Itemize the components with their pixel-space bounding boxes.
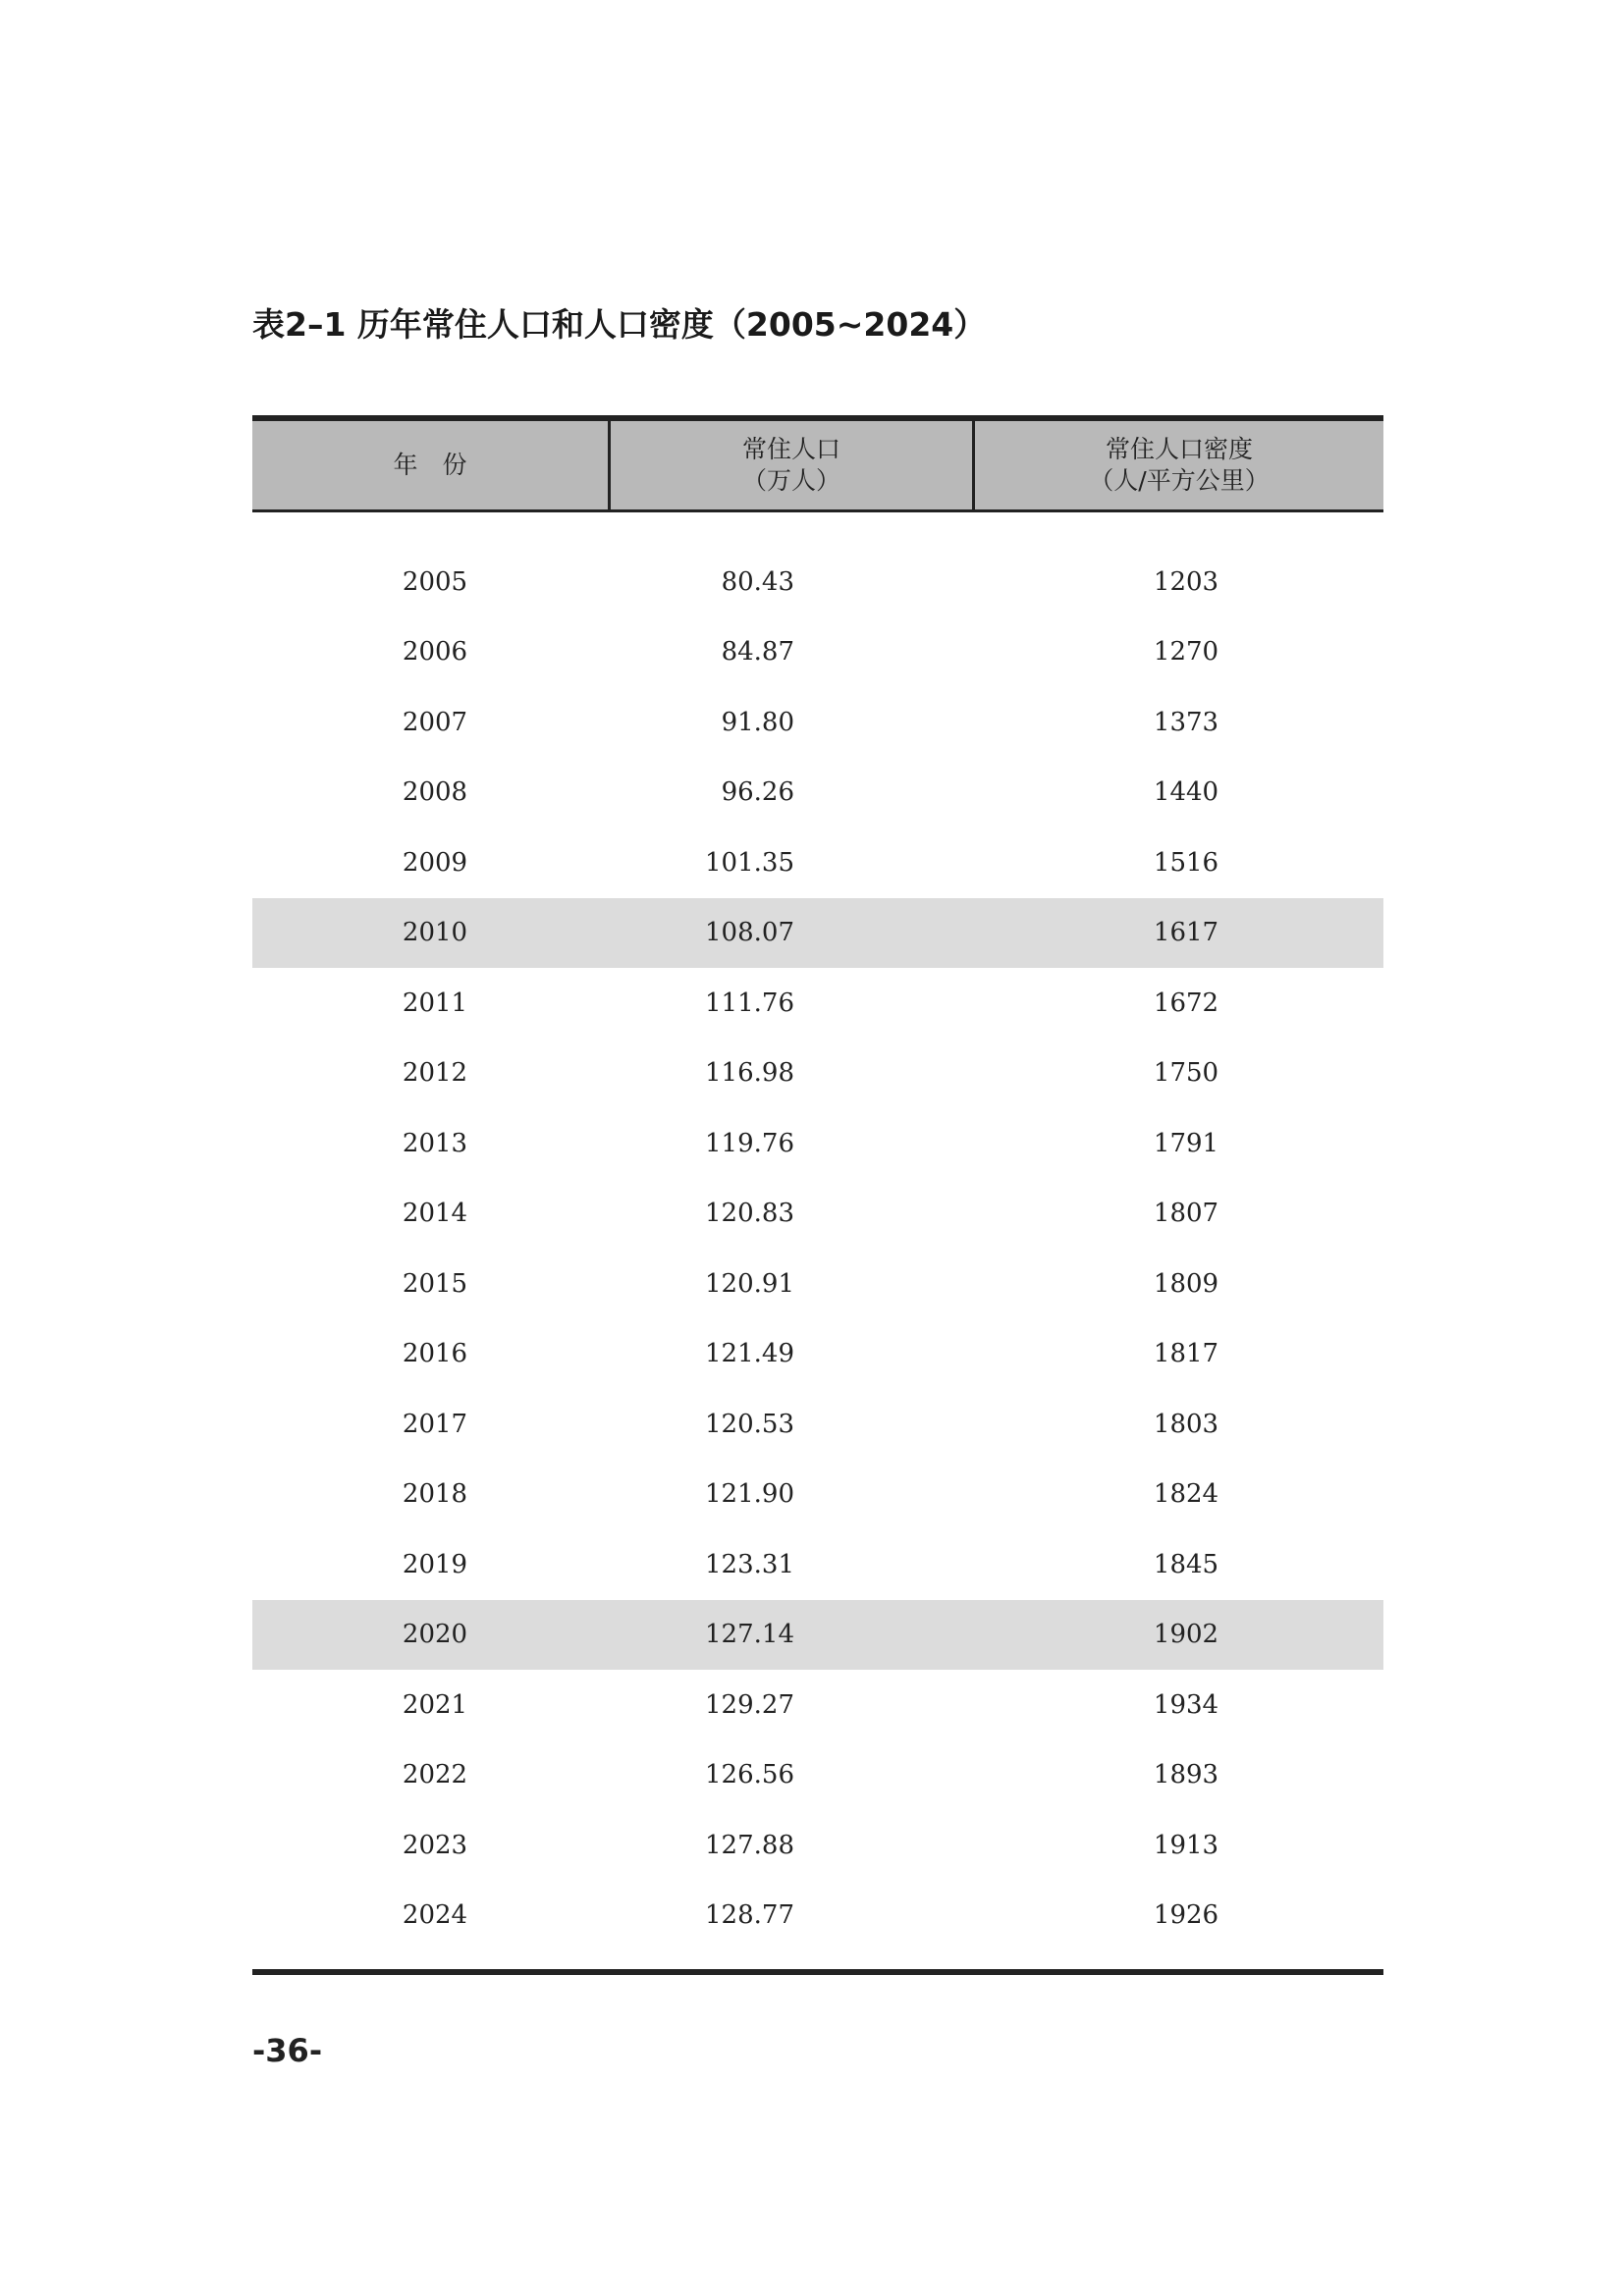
cell-population: 101.35 bbox=[705, 847, 794, 878]
cell-population: 128.77 bbox=[705, 1900, 794, 1931]
table-row-shaded bbox=[252, 1600, 1383, 1671]
cell-population: 84.87 bbox=[721, 637, 794, 667]
cell-population: 80.43 bbox=[721, 566, 794, 597]
cell-year: 2021 bbox=[402, 1689, 468, 1720]
cell-density: 1902 bbox=[1153, 1620, 1219, 1650]
population-table bbox=[252, 415, 1383, 1950]
table-row bbox=[252, 617, 1383, 688]
cell-year: 2017 bbox=[402, 1409, 468, 1439]
table-row bbox=[252, 1460, 1383, 1530]
cell-population: 121.90 bbox=[705, 1479, 794, 1510]
cell-year: 2014 bbox=[402, 1199, 468, 1229]
cell-population: 108.07 bbox=[705, 918, 794, 948]
cell-population: 120.53 bbox=[705, 1409, 794, 1439]
cell-population: 96.26 bbox=[721, 777, 794, 808]
cell-year: 2010 bbox=[402, 918, 468, 948]
header-density-label: 常住人口密度 bbox=[1105, 435, 1253, 463]
header-density-unit: （人/平方公里） bbox=[1089, 466, 1270, 495]
cell-density: 1817 bbox=[1153, 1339, 1219, 1369]
cell-year: 2005 bbox=[402, 566, 468, 597]
cell-density: 1270 bbox=[1153, 637, 1219, 667]
cell-year: 2016 bbox=[402, 1339, 468, 1369]
table-title: 表2–1 历年常住人口和人口密度（2005~2024） bbox=[252, 305, 987, 344]
cell-year: 2007 bbox=[402, 707, 468, 737]
cell-population: 121.49 bbox=[705, 1339, 794, 1369]
table-row bbox=[252, 687, 1383, 758]
cell-year: 2024 bbox=[402, 1900, 468, 1931]
cell-density: 1516 bbox=[1153, 847, 1219, 878]
cell-population: 126.56 bbox=[705, 1760, 794, 1790]
table-row bbox=[252, 828, 1383, 898]
table-row bbox=[252, 1319, 1383, 1390]
cell-density: 1791 bbox=[1153, 1128, 1219, 1158]
cell-density: 1807 bbox=[1153, 1199, 1219, 1229]
header-population-unit: （万人） bbox=[741, 466, 840, 495]
table-row bbox=[252, 1810, 1383, 1881]
cell-year: 2019 bbox=[402, 1549, 468, 1579]
header-population bbox=[608, 421, 972, 509]
header-density bbox=[972, 421, 1383, 509]
cell-year: 2018 bbox=[402, 1479, 468, 1510]
cell-year: 2022 bbox=[402, 1760, 468, 1790]
cell-year: 2023 bbox=[402, 1830, 468, 1860]
cell-density: 1845 bbox=[1153, 1549, 1219, 1579]
table-row bbox=[252, 1039, 1383, 1109]
page-number: -36- bbox=[252, 2032, 323, 2069]
cell-year: 2009 bbox=[402, 847, 468, 878]
cell-year: 2013 bbox=[402, 1128, 468, 1158]
cell-density: 1672 bbox=[1153, 988, 1219, 1018]
table-row-shaded bbox=[252, 898, 1383, 969]
table-row bbox=[252, 1108, 1383, 1179]
cell-year: 2008 bbox=[402, 777, 468, 808]
cell-year: 2015 bbox=[402, 1268, 468, 1299]
table-body bbox=[252, 512, 1383, 1950]
table-row bbox=[252, 1389, 1383, 1460]
table-row bbox=[252, 1881, 1383, 1951]
cell-population: 123.31 bbox=[705, 1549, 794, 1579]
cell-density: 1617 bbox=[1153, 918, 1219, 948]
cell-density: 1934 bbox=[1153, 1689, 1219, 1720]
cell-density: 1440 bbox=[1153, 777, 1219, 808]
cell-population: 116.98 bbox=[705, 1058, 794, 1089]
table-row bbox=[252, 758, 1383, 828]
header-year-label: 年 份 bbox=[393, 451, 467, 479]
cell-population: 127.88 bbox=[705, 1830, 794, 1860]
cell-population: 120.91 bbox=[705, 1268, 794, 1299]
cell-density: 1203 bbox=[1153, 566, 1219, 597]
table-bottom-rule bbox=[252, 1969, 1383, 1975]
cell-population: 119.76 bbox=[705, 1128, 794, 1158]
cell-density: 1893 bbox=[1153, 1760, 1219, 1790]
cell-year: 2020 bbox=[402, 1620, 468, 1650]
table-row bbox=[252, 1179, 1383, 1250]
cell-density: 1824 bbox=[1153, 1479, 1219, 1510]
cell-year: 2012 bbox=[402, 1058, 468, 1089]
cell-year: 2011 bbox=[402, 988, 468, 1018]
cell-population: 120.83 bbox=[705, 1199, 794, 1229]
cell-density: 1750 bbox=[1153, 1058, 1219, 1089]
cell-population: 91.80 bbox=[721, 707, 794, 737]
table-row bbox=[252, 1670, 1383, 1740]
cell-density: 1803 bbox=[1153, 1409, 1219, 1439]
cell-density: 1926 bbox=[1153, 1900, 1219, 1931]
table-row bbox=[252, 1740, 1383, 1811]
table-header bbox=[252, 421, 1383, 512]
cell-density: 1913 bbox=[1153, 1830, 1219, 1860]
cell-density: 1809 bbox=[1153, 1268, 1219, 1299]
cell-population: 127.14 bbox=[705, 1620, 794, 1650]
cell-year: 2006 bbox=[402, 637, 468, 667]
cell-population: 129.27 bbox=[705, 1689, 794, 1720]
table-row bbox=[252, 1529, 1383, 1600]
table-row bbox=[252, 547, 1383, 617]
table-row bbox=[252, 968, 1383, 1039]
table-row bbox=[252, 1249, 1383, 1319]
header-population-label: 常住人口 bbox=[741, 435, 840, 463]
header-year bbox=[252, 421, 608, 509]
cell-population: 111.76 bbox=[705, 988, 794, 1018]
cell-density: 1373 bbox=[1153, 707, 1219, 737]
